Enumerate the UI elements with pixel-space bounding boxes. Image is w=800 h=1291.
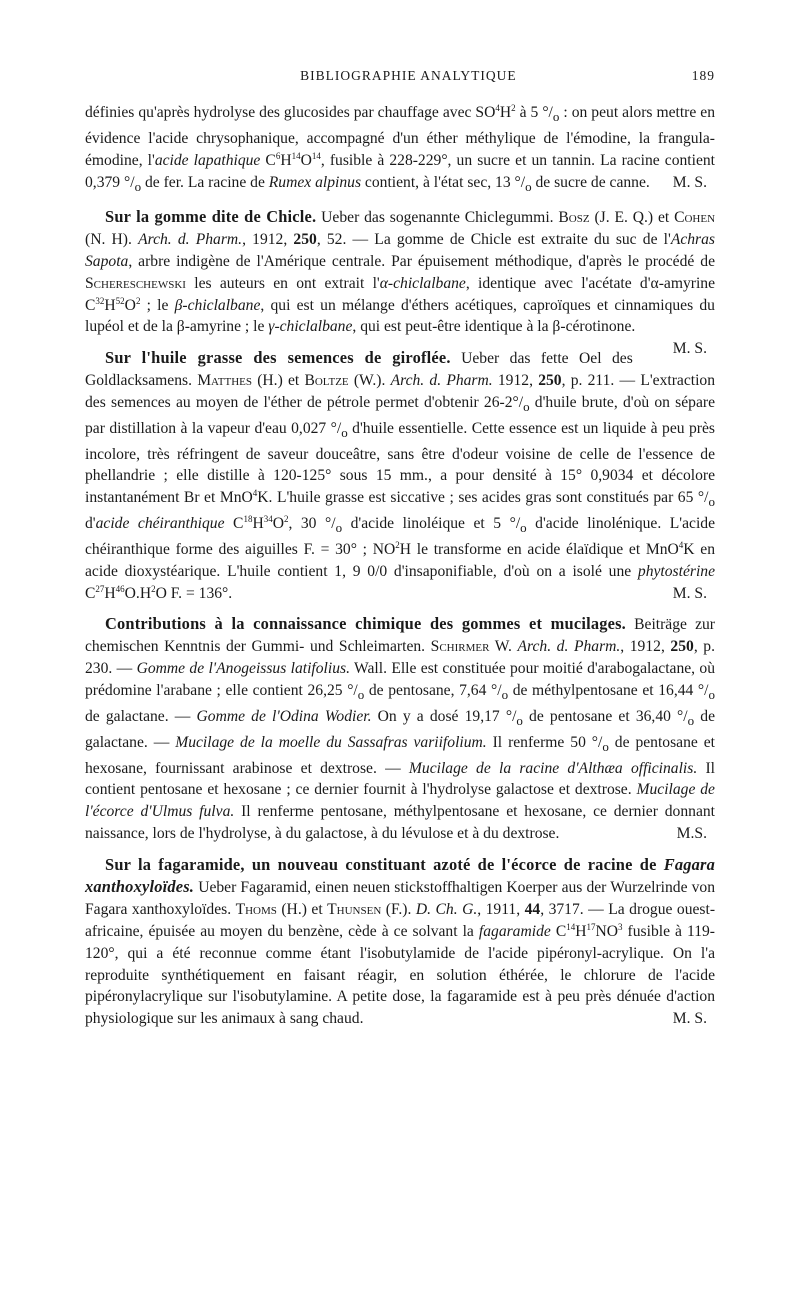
page-number: 189 (691, 68, 715, 83)
entry-heading: Sur la fagaramide, un nouveau constituant azoté de l'écorce de racine de (105, 854, 664, 874)
author-name: Cohen (674, 209, 716, 227)
signature: M. S. (672, 340, 707, 358)
running-header (85, 68, 715, 84)
author-name: Thunsen (327, 901, 382, 919)
entry-heading: Sur la gomme dite de Chicle. (105, 207, 317, 227)
entry-heading: Contributions à la connaissance chimique des gommes et mucilages. (105, 614, 626, 634)
continuation-paragraph: définies qu'après hydrolyse des glucosides par chauffage avec $SO^4H^2$ à 5 $^\circ/_o$ : on peut alors mettre en évidence l'acide chrysophanique, accompagné d'un éther méthylique de l'émodine, la frangula-émodine, l'acide lapathique $C^6H^{14}O^{14}$, fusible à 228-229°, un sucre et un tannin. La racine contient 0,379 $^\circ/_o$ de fer. La racine de Rumex alpinus contient, à l'état sec, 13 $^\circ/_o$ de sucre de canne. M. S. (85, 102, 715, 194)
entry-heading-species: Fagara xanthoxyloïdes. (85, 854, 715, 897)
entry-fagaramide: Sur la fagaramide, un nouveau constituant azoté de l'écorce de racine de Fagara xanthoxyloïdes. Ueber Fagaramid, einen neuen stickstoffhaltigen Koerper aus der Wurzelrinde von Fagara xanthoxyloïdes. Thoms (H.) et Thunsen (F.). D. Ch. G., 1911, 44, 3717. — La drogue ouest-africaine, épuisée au moyen du benzène, cède à ce solvant la fagaramide $C^{14}H^{17}NO^3$ fusible à 119-120°, qui a été reconnue comme étant l'isobutylamide de l'acide pipéronyl-acrylique. On l'a reproduite synthétiquement en faisant réagir, en solution éthérée, le chlorure de l'acide pipéronylacrylique sur l'isobutylamine. A petite dose, la fagaramide est à peu près dénuée d'action physiologique sur les animaux à sang chaud. M. S. (85, 854, 715, 1030)
signature: M. S. (672, 1010, 707, 1028)
entry-heading: Sur l'huile grasse des semences de giroflée. (105, 348, 451, 368)
page (85, 68, 715, 1030)
entry-chicle: Sur la gomme dite de Chicle. Ueber das sogenannte Chiclegummi. Bosz (J. E. Q.) et Cohen (N. H). Arch. d. Pharm., 1912, 250, 52. — La gomme de Chicle est extraite du suc de l'Achras Sapota, arbre indigène de l'Amérique centrale. Par épuisement méthodique, d'après le procédé de Schereschewski les auteurs en ont extrait l'α-chiclalbane, identique avec l'acétate d'α-amyrine $C^{32}H^{52}O^2$ ; le β-chiclalbane, qui est un mélange d'éthers acétiques, caproïques et cinnamiques du lupéol et de la β-amyrine ; le γ-chiclalbane, qui est peut-être identique à la β-cérotinone. M. S. (85, 206, 715, 338)
author-name: Schirmer (430, 638, 490, 656)
author-name: Boltze (304, 371, 349, 389)
signature: M. S. (672, 173, 707, 191)
author-name: Matthes (197, 371, 252, 389)
author-name: Bosz (558, 209, 590, 227)
entry-gommes-mucilages: Contributions à la connaissance chimique des gommes et mucilages. Beiträge zur chemischen Kenntnis der Gummi- und Schleimarten. Schirmer W. Arch. d. Pharm., 1912, 250, p. 230. — Gomme de l'Anogeissus latifolius. Wall. Elle est constituée pour moitié d'arabogalactane, où prédomine l'arabane ; elle contient 26,25 $^\circ/_o$ de pentosane, 7,64 $^\circ/_o$ de méthylpentosane et 16,44 $^\circ/_o$ de galactane. — Gomme de l'Odina Wodier. On y a dosé 19,17 $^\circ/_o$ de pentosane et 36,40 $^\circ/_o$ de galactane. — Mucilage de la moelle du Sassafras variifolium. Il renferme 50 $^\circ/_o$ de pentosane et hexosane, fournissant arabinose et dextrose. — Mucilage de la racine d'Althæa officinalis. Il contient pentosane et hexosane ; ce dernier fournit à l'hydrolyse galactose et dextrose. Mucilage de l'écorce d'Ulmus fulva. Il renferme pentosane, méthylpentosane et hexosane, ce dernier donnant naissance, lors de l'hydrolyse, à du galactose, à du lévulose et à du dextrose. M.S. (85, 613, 715, 844)
running-title: BIBLIOGRAPHIE ANALYTIQUE (300, 68, 517, 83)
signature: M.S. (676, 824, 707, 842)
entry-giroflee: Sur l'huile grasse des semences de giroflée. Ueber das fette Oel des Goldlacksamens. Matthes (H.) et Boltze (W.). Arch. d. Pharm. 1912, 250, p. 211. — L'extraction des semences au moyen de l'éther de pétrole permet d'obtenir $26-2^\circ/_o$ d'huile brute, d'où on sépare par distillation à la vapeur d'eau 0,027 $^\circ/_o$ d'huile essentielle. Cette essence est un liquide à peu près incolore, très réfringent de saveur douceâtre, sans être d'odeur voisine de celle de l'essence de phellandrie ; elle distille à 120-125° sous 15 mm., a pour densité à 15° 0,9034 et décolore instantanément Br et MnO$^4$K. L'huile grasse est siccative ; ses acides gras sont constitués par 65 $^\circ/_o$ d'acide chéiranthique $C^{18}H^{34}O^2$, 30 $^\circ/_o$ d'acide linoléique et 5 $^\circ/_o$ d'acide linolénique. L'acide chéiranthique forme des aiguilles F. = 30° ; $NO^2H$ le transforme en acide élaïdique et MnO$^4$K en acide dioxystéarique. L'huile contient 1, 9 0/0 d'insaponifiable, d'où on a isolé une phytostérine $C^{27}H^{46}O.H^2O$ F. = 136°. M. S. (85, 347, 715, 604)
signature: M. S. (672, 584, 707, 602)
author-name: Thoms (235, 901, 277, 919)
